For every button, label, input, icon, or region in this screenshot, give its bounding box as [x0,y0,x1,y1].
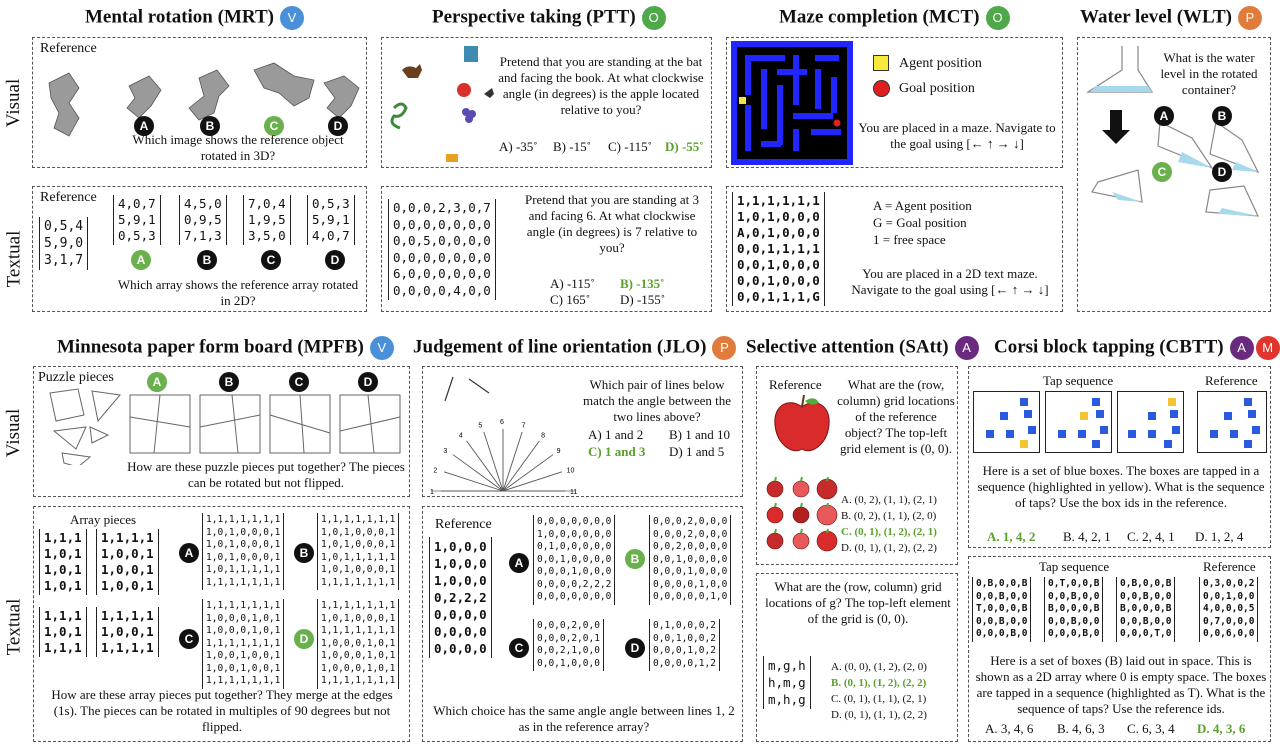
apple-stem [827,503,828,507]
mpfb-visual-question: How are these puzzle pieces put together? The pieces can be rotated but not flipped. [127,459,405,490]
option-c[interactable]: C. (0, 1), (1, 2), (2, 1) [841,526,937,538]
apple-stem [827,477,828,481]
cake-icon [446,154,458,162]
cbtt-title: Corsi block tapping (CBTT) A M [994,336,1280,360]
ptt-title: Perspective taking (PTT) O [432,6,666,30]
reference-label: Reference [40,190,97,205]
fan-line-9 [503,455,553,491]
fan-label-11: 11 [570,489,578,495]
satt-textual-question: What are the (row, column) grid locations of g? The top-left element of the grid is (0, 0). [765,579,951,626]
mct-visual-question: You are placed in a maze. Navigate to the goal using [← ↑ → ↓] [858,120,1056,151]
option-c[interactable]: C. 2, 4, 1 [1127,529,1175,544]
jlo-visual-question: Which pair of lines below match the angle between the two lines above? [583,377,731,424]
legend-goal: G = Goal position [873,215,967,230]
ptt-textual-panel [381,186,712,312]
option-c[interactable]: C) 1 and 3 [588,444,646,459]
option-b[interactable]: B. 4, 2, 1 [1063,529,1111,544]
row-label-visual: Visual [3,408,25,458]
ptt-textual-question: Pretend that you are standing at 3 and facing 6. At what clockwise angle (in degrees) is 7 relative to you? [524,192,699,255]
tap-sequence-label: Tap sequence [1039,559,1110,574]
puzzle-pieces-label: Puzzle pieces [38,370,114,385]
option-c[interactable]: C [179,629,199,649]
apple-icon [767,533,783,549]
option-a[interactable]: A [179,543,199,563]
fan-label-10: 10 [566,467,575,475]
goal-legend-swatch [873,80,890,97]
tap-frame-3 [1117,391,1184,453]
option-b[interactable]: B) -135˚ [620,276,665,291]
option-c[interactable]: C [289,372,309,392]
apple-reference-icon [771,393,833,457]
option-b[interactable]: B [219,372,239,392]
reference-label: Reference [1205,373,1258,388]
option-c[interactable]: C. 6, 3, 4 [1127,721,1175,736]
mpfb-title: Minnesota paper form board (MPFB) V [57,336,394,360]
reference-matrix: 1,0,0,0 1,0,0,0 1,0,0,0 0,2,2,2 0,0,0,0 0,0,0,0 0,0,0,0 [429,537,492,658]
option-b[interactable]: B [294,543,314,563]
tap-matrix-2: 0,T,0,0,B 0,0,B,0,0 B,0,0,0,B 0,0,B,0,0 0,0,0,B,0 [1044,577,1103,642]
stimulus-line [469,379,489,393]
option-matrix: 7,0,4 1,9,5 3,5,0 [243,195,291,245]
reference-matrix: 0,5,4 5,9,0 3,1,7 [39,217,88,270]
ptt-object-scene [386,42,496,167]
apple-icon [793,481,809,497]
option-a[interactable]: A. 3, 4, 6 [985,721,1034,736]
tap-frame-1 [973,391,1040,453]
reference-label: Reference [1203,559,1256,574]
fan-label-8: 8 [541,432,546,440]
fan-label-9: 9 [556,447,561,455]
goal-legend-label: Goal position [899,81,975,96]
apple-icon [793,507,809,523]
option-matrix: 0,5,3 5,9,1 4,0,7 [307,195,355,245]
fan-label-6: 6 [500,419,504,426]
badge-a: A [1230,336,1254,360]
cbtt-visual-question: Here is a set of blue boxes. The boxes are tapped in a sequence (highlighted in yellow). What is the sequence of taps? Use the box ids in the reference. [977,463,1265,510]
apple-icon [793,533,809,549]
ptt-visual-panel [381,37,712,168]
dog-icon [402,64,422,78]
option-b[interactable]: B [197,250,217,270]
row-label-visual: Visual [3,78,25,128]
goal-marker [834,120,841,127]
option-matrix: 1,1,1,1,1,1,1 1,0,1,0,0,0,1 1,0,1,0,0,0,1 1,0,1,1,1,1,1 1,0,1,0,0,0,1 1,1,1,1,1,1,1 [317,513,399,590]
option-a[interactable]: A [147,372,167,392]
apple-icon [767,507,783,523]
option-b[interactable]: B [1212,106,1232,126]
mpfb-textual-question: How are these array pieces put together? They merge at the edges (1s). The pieces can be rotated in multiples of 90 degrees but not flipped. [51,687,393,734]
apple-stem [775,477,776,481]
jlo-visual-panel [422,366,743,497]
option-a[interactable]: A. (0, 0), (1, 2), (2, 0) [831,661,927,673]
option-d[interactable]: D. (0, 1), (1, 1), (2, 2) [831,709,927,721]
badge-a: A [955,336,979,360]
option-a[interactable]: A. (0, 2), (1, 1), (2, 1) [841,494,937,506]
option-c[interactable]: C [1152,162,1172,182]
option-d[interactable]: D) 1 and 5 [669,444,725,459]
option-b[interactable]: B. 4, 6, 3 [1057,721,1105,736]
reference-label: Reference [769,377,822,392]
mpfb-visual-panel [33,366,410,497]
letter-matrix: m,g,h h,m,g m,h,g [763,656,811,709]
option-matrix: 1,1,1,1,1,1,1 1,0,1,0,0,0,1 1,1,1,1,1,1,1 1,0,0,0,1,0,1 1,0,0,0,1,0,1 1,0,0,0,1,0,1 1,1,1,1,1,1,1 [317,599,399,689]
option-d[interactable]: D [325,250,345,270]
wlt-panel [1077,37,1271,312]
option-c[interactable]: C) 165˚ [550,292,591,307]
mrt-visual-panel [32,37,367,168]
apple-stem [801,503,802,507]
option-d[interactable]: D) -55˚ [665,139,704,154]
badge-m: M [1256,336,1280,360]
puzzle-pieces-and-options [42,387,412,465]
line-fan [427,371,587,495]
option-d[interactable]: D) -155˚ [620,292,666,307]
reference-matrix: 0,3,0,0,2 0,0,1,0,0 4,0,0,0,5 0,7,0,0,0 0,0,6,0,0 [1199,577,1258,642]
option-c[interactable]: C [261,250,281,270]
mrt-textual-panel [32,186,367,312]
fan-label-3: 3 [443,447,448,455]
option-d[interactable]: D. 4, 3, 6 [1197,721,1246,736]
fan-line-2 [444,472,503,491]
badge-p: P [1238,6,1262,30]
option-matrix: 4,0,7 5,9,1 0,5,3 [113,195,161,245]
cbtt-textual-question: Here is a set of boxes (B) laid out in space. This is shown as a 2D array where 0 is empty space. The boxes are tapped in a sequence (highlighted as T). What is the sequence of taps? Use the reference ids. [975,653,1267,716]
snake-icon [392,104,406,128]
option-b[interactable]: B) -15˚ [553,139,591,154]
option-d[interactable]: D. 1, 2, 4 [1195,529,1244,544]
mpfb-textual-panel [33,506,410,742]
fan-line-7 [503,432,522,491]
option-matrix: 4,5,0 0,9,5 7,1,3 [179,195,227,245]
reference-frame [1197,391,1267,453]
mrt-title: Mental rotation (MRT) V [85,6,304,30]
apple-icon [457,83,471,97]
apple-icon [817,531,837,551]
option-b[interactable]: B. (0, 2), (1, 1), (2, 0) [841,510,937,522]
jlo-textual-panel [422,506,743,742]
ptt-visual-question: Pretend that you are standing at the bat and facing the book. At what clockwise angle (in degrees) is the apple located relative to you? [498,54,704,117]
row-label-textual: Textual [3,598,25,656]
array-pieces-label: Array pieces [70,512,137,527]
option-matrix: 0,0,0,2,0,0 0,0,0,2,0,1 0,0,2,1,0,0 0,0,1,0,0,0 [533,619,604,671]
option-d[interactable]: D [328,116,348,136]
apple-stem [775,503,776,507]
tap-frame-2 [1045,391,1112,453]
tap-sequence-label: Tap sequence [1043,373,1114,388]
apple-stem [801,477,802,481]
piece-matrix: 1,1,1 1,0,1 1,0,1 1,0,1 [39,529,87,595]
option-d[interactable]: D [358,372,378,392]
option-d[interactable]: D. (0, 1), (1, 2), (2, 2) [841,542,937,554]
option-a[interactable]: A) -35˚ [499,139,538,154]
option-matrix: 0,1,0,0,0,2 0,0,1,0,0,2 0,0,0,1,0,2 0,0,0,0,1,2 [649,619,720,671]
apple-icon [817,505,837,525]
satt-visual-question: What are the (row, column) grid locations of the reference object? The top-left grid element is (0, 0). [837,377,955,456]
book-icon [464,46,478,62]
fan-line-4 [467,441,503,491]
ptt-matrix: 0,0,0,2,3,0,7 0,0,0,0,0,0,0 0,0,5,0,0,0,0 0,0,0,0,0,0,0 6,0,0,0,0,0,0 0,0,0,0,4,0,0 [388,199,496,300]
option-b[interactable]: B) 1 and 10 [669,427,731,442]
apple-stem [801,529,802,533]
agent-marker [739,97,746,104]
fan-label-1: 1 [430,489,434,495]
option-b[interactable]: B [200,116,220,136]
option-b[interactable]: B. (0, 1), (1, 2), (2, 2) [831,677,927,689]
arrow-down-icon [1102,110,1130,144]
mrt-visual-question: Which image shows the reference object rotated in 3D? [132,132,344,163]
option-d[interactable]: D [1212,162,1232,182]
fan-line-8 [503,441,539,491]
option-matrix: 0,0,0,2,0,0,0 0,0,0,2,0,0,0 0,0,2,0,0,0,0 0,0,1,0,0,0,0 0,0,0,1,0,0,0 0,0,0,0,1,0,0 0,0,0,0,0,1,0 [649,515,731,605]
badge-o: O [986,6,1010,30]
fan-label-5: 5 [478,422,483,430]
option-a[interactable]: A) -115˚ [550,276,595,291]
option-matrix: 1,1,1,1,1,1,1 1,0,0,0,1,0,1 1,0,0,0,1,0,1 1,1,1,1,1,1,1 1,0,0,1,0,0,1 1,0,0,1,0,0,1 1,1,1,1,1,1,1 [202,599,284,689]
option-matrix: 0,0,0,0,0,0,0 1,0,0,0,0,0,0 0,1,0,0,0,0,0 0,0,1,0,0,0,0 0,0,0,1,0,0,0 0,0,0,0,2,2,2 0,0,0,0,0,0,0 [533,515,615,605]
option-a[interactable]: A [131,250,151,270]
piece-matrix: 1,1,1 1,0,1 1,1,1 [39,607,87,657]
tap-matrix-3: 0,B,0,0,B 0,0,B,0,0 B,0,0,0,B 0,0,B,0,0 0,0,0,T,0 [1116,577,1175,642]
legend-free: 1 = free space [873,232,946,247]
option-a[interactable]: A [509,553,529,573]
mct-textual-panel [726,186,1063,312]
option-a[interactable]: A [1154,106,1174,126]
satt-textual-panel [756,573,958,742]
stimulus-line [445,377,453,401]
fan-label-2: 2 [433,467,438,475]
legend-agent: A = Agent position [873,198,972,213]
fan-label-4: 4 [458,432,463,440]
maze-matrix: 1,1,1,1,1,1 1,0,1,0,0,0 A,0,1,0,0,0 0,0,1,1,1,1 0,0,1,0,0,0 0,0,1,0,0,0 0,0,1,1,1,G [732,192,825,306]
mct-visual-panel [726,37,1063,168]
badge-v: V [370,336,394,360]
option-a[interactable]: A. 1, 4, 2 [987,529,1036,544]
option-c[interactable]: C [264,116,284,136]
apple-stem [827,529,828,533]
cbtt-visual-panel [968,366,1271,548]
reference-label: Reference [435,517,492,532]
option-c[interactable]: C. (0, 1), (1, 1), (2, 1) [831,693,927,705]
option-a[interactable]: A [134,116,154,136]
fan-line-10 [503,472,562,491]
mct-title: Maze completion (MCT) O [779,6,1010,30]
bat-icon [484,88,494,98]
apple-grid [763,477,839,557]
jlo-title: Judgement of line orientation (JLO) P [413,336,736,360]
apple-icon [767,481,783,497]
option-matrix: 1,1,1,1,1,1,1 1,0,1,0,0,0,1 1,0,1,0,0,0,1 1,0,1,0,0,0,1 1,0,1,1,1,1,1 1,1,1,1,1,1,1 [202,513,284,590]
fan-label-7: 7 [521,422,526,430]
agent-legend-label: Agent position [899,56,982,71]
option-a[interactable]: A) 1 and 2 [588,427,644,442]
option-c[interactable]: C) -115˚ [608,139,652,154]
maze-image [731,41,853,165]
agent-legend-swatch [873,55,889,71]
option-b[interactable]: B [625,549,645,569]
fan-line-5 [484,432,503,491]
row-label-textual: Textual [3,230,25,288]
tap-matrix-1: 0,B,0,0,B 0,0,B,0,0 T,0,0,0,B 0,0,B,0,0 0,0,0,B,0 [972,577,1031,642]
cbtt-textual-panel [968,556,1271,742]
wlt-question: What is the water level in the rotated container? [1160,50,1258,97]
piece-matrix: 1,1,1,1 1,0,0,1 1,1,1,1 [96,607,159,657]
wlt-title: Water level (WLT) P [1080,6,1262,30]
satt-title: Selective attention (SAtt) A [746,336,979,360]
apple-stem [775,529,776,533]
satt-visual-panel [756,366,958,565]
option-d[interactable]: D [294,629,314,649]
option-d[interactable]: D [625,638,645,658]
option-c[interactable]: C [509,638,529,658]
piece-matrix: 1,1,1,1 1,0,0,1 1,0,0,1 1,0,0,1 [96,529,159,595]
mct-textual-question: You are placed in a 2D text maze. Navigate to the goal using [← ↑ → ↓] [851,266,1049,297]
mrt-textual-question: Which array shows the reference array rotated in 2D? [117,277,359,308]
badge-v: V [280,6,304,30]
badge-p: P [712,336,736,360]
reference-label: Reference [40,41,97,56]
badge-o: O [642,6,666,30]
apple-icon [817,479,837,499]
fan-line-3 [453,455,503,491]
jlo-textual-question: Which choice has the same angle angle between lines 1, 2 as in the reference array? [433,703,735,734]
